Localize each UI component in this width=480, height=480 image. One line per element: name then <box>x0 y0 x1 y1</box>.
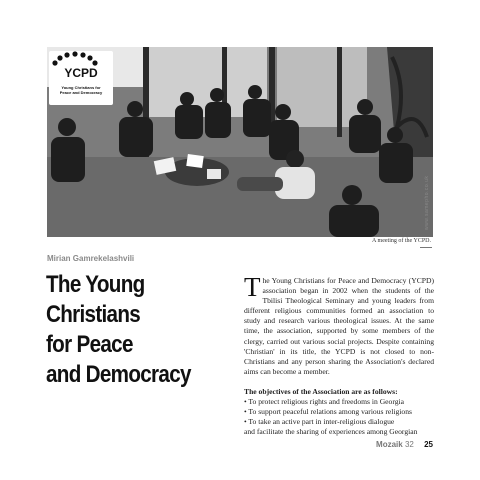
lead-text: he Young Christians for Peace and Democracy (YCPD) association began in 2002 when the students of the Tbilisi Theological Seminary and young leaders from different religious communities formed an association to study and research various theological issues. At the same time, the association, supported by some members of the clergy, carried out various social projects. Despite containing 'Christian' in its title, the YCPD is not closed to non-Christians and any person sharing the Association's declared aims can become a member. <box>244 276 434 376</box>
objectives-heading: The objectives of the Association are as follows: <box>244 386 398 396</box>
issue-number: 32 <box>404 440 414 449</box>
objective-item: • To support peaceful relations among various religions <box>244 407 412 417</box>
objective-item: • To take an active part in inter-religious dialogue <box>244 417 395 427</box>
logo-figures-icon <box>49 51 101 67</box>
headline-line-4: and Democracy <box>46 361 191 388</box>
article-photo <box>47 47 433 237</box>
drop-cap: T <box>244 272 261 302</box>
ycpd-logo <box>49 51 113 105</box>
author-name: Mirian Gamrekelashvili <box>47 254 135 263</box>
photo-caption: A meeting of the YCPD. <box>372 238 431 244</box>
logo-subtitle-line-2: Peace and Democracy <box>59 90 103 95</box>
photo-credit: www.samepho.co.uk <box>424 175 430 230</box>
caption-rule <box>420 247 432 248</box>
article-body <box>244 272 434 437</box>
page-footer <box>376 440 433 449</box>
lead-paragraph <box>244 272 434 377</box>
objective-item: and facilitate the sharing of experiences among Georgian <box>244 427 418 437</box>
logo-subtitle-line-1: Young Christians for <box>61 85 101 90</box>
logo-title: YCPD <box>64 66 98 80</box>
headline-line-3: for Peace <box>46 331 133 358</box>
headline-line-2: Christians <box>46 301 141 328</box>
page-number: 25 <box>424 440 433 449</box>
article-headline <box>46 270 236 390</box>
objective-item: • To protect religious rights and freedoms in Georgia <box>244 397 405 407</box>
headline-line-1: The Young <box>46 271 145 298</box>
magazine-name: Mozaik <box>376 440 403 449</box>
